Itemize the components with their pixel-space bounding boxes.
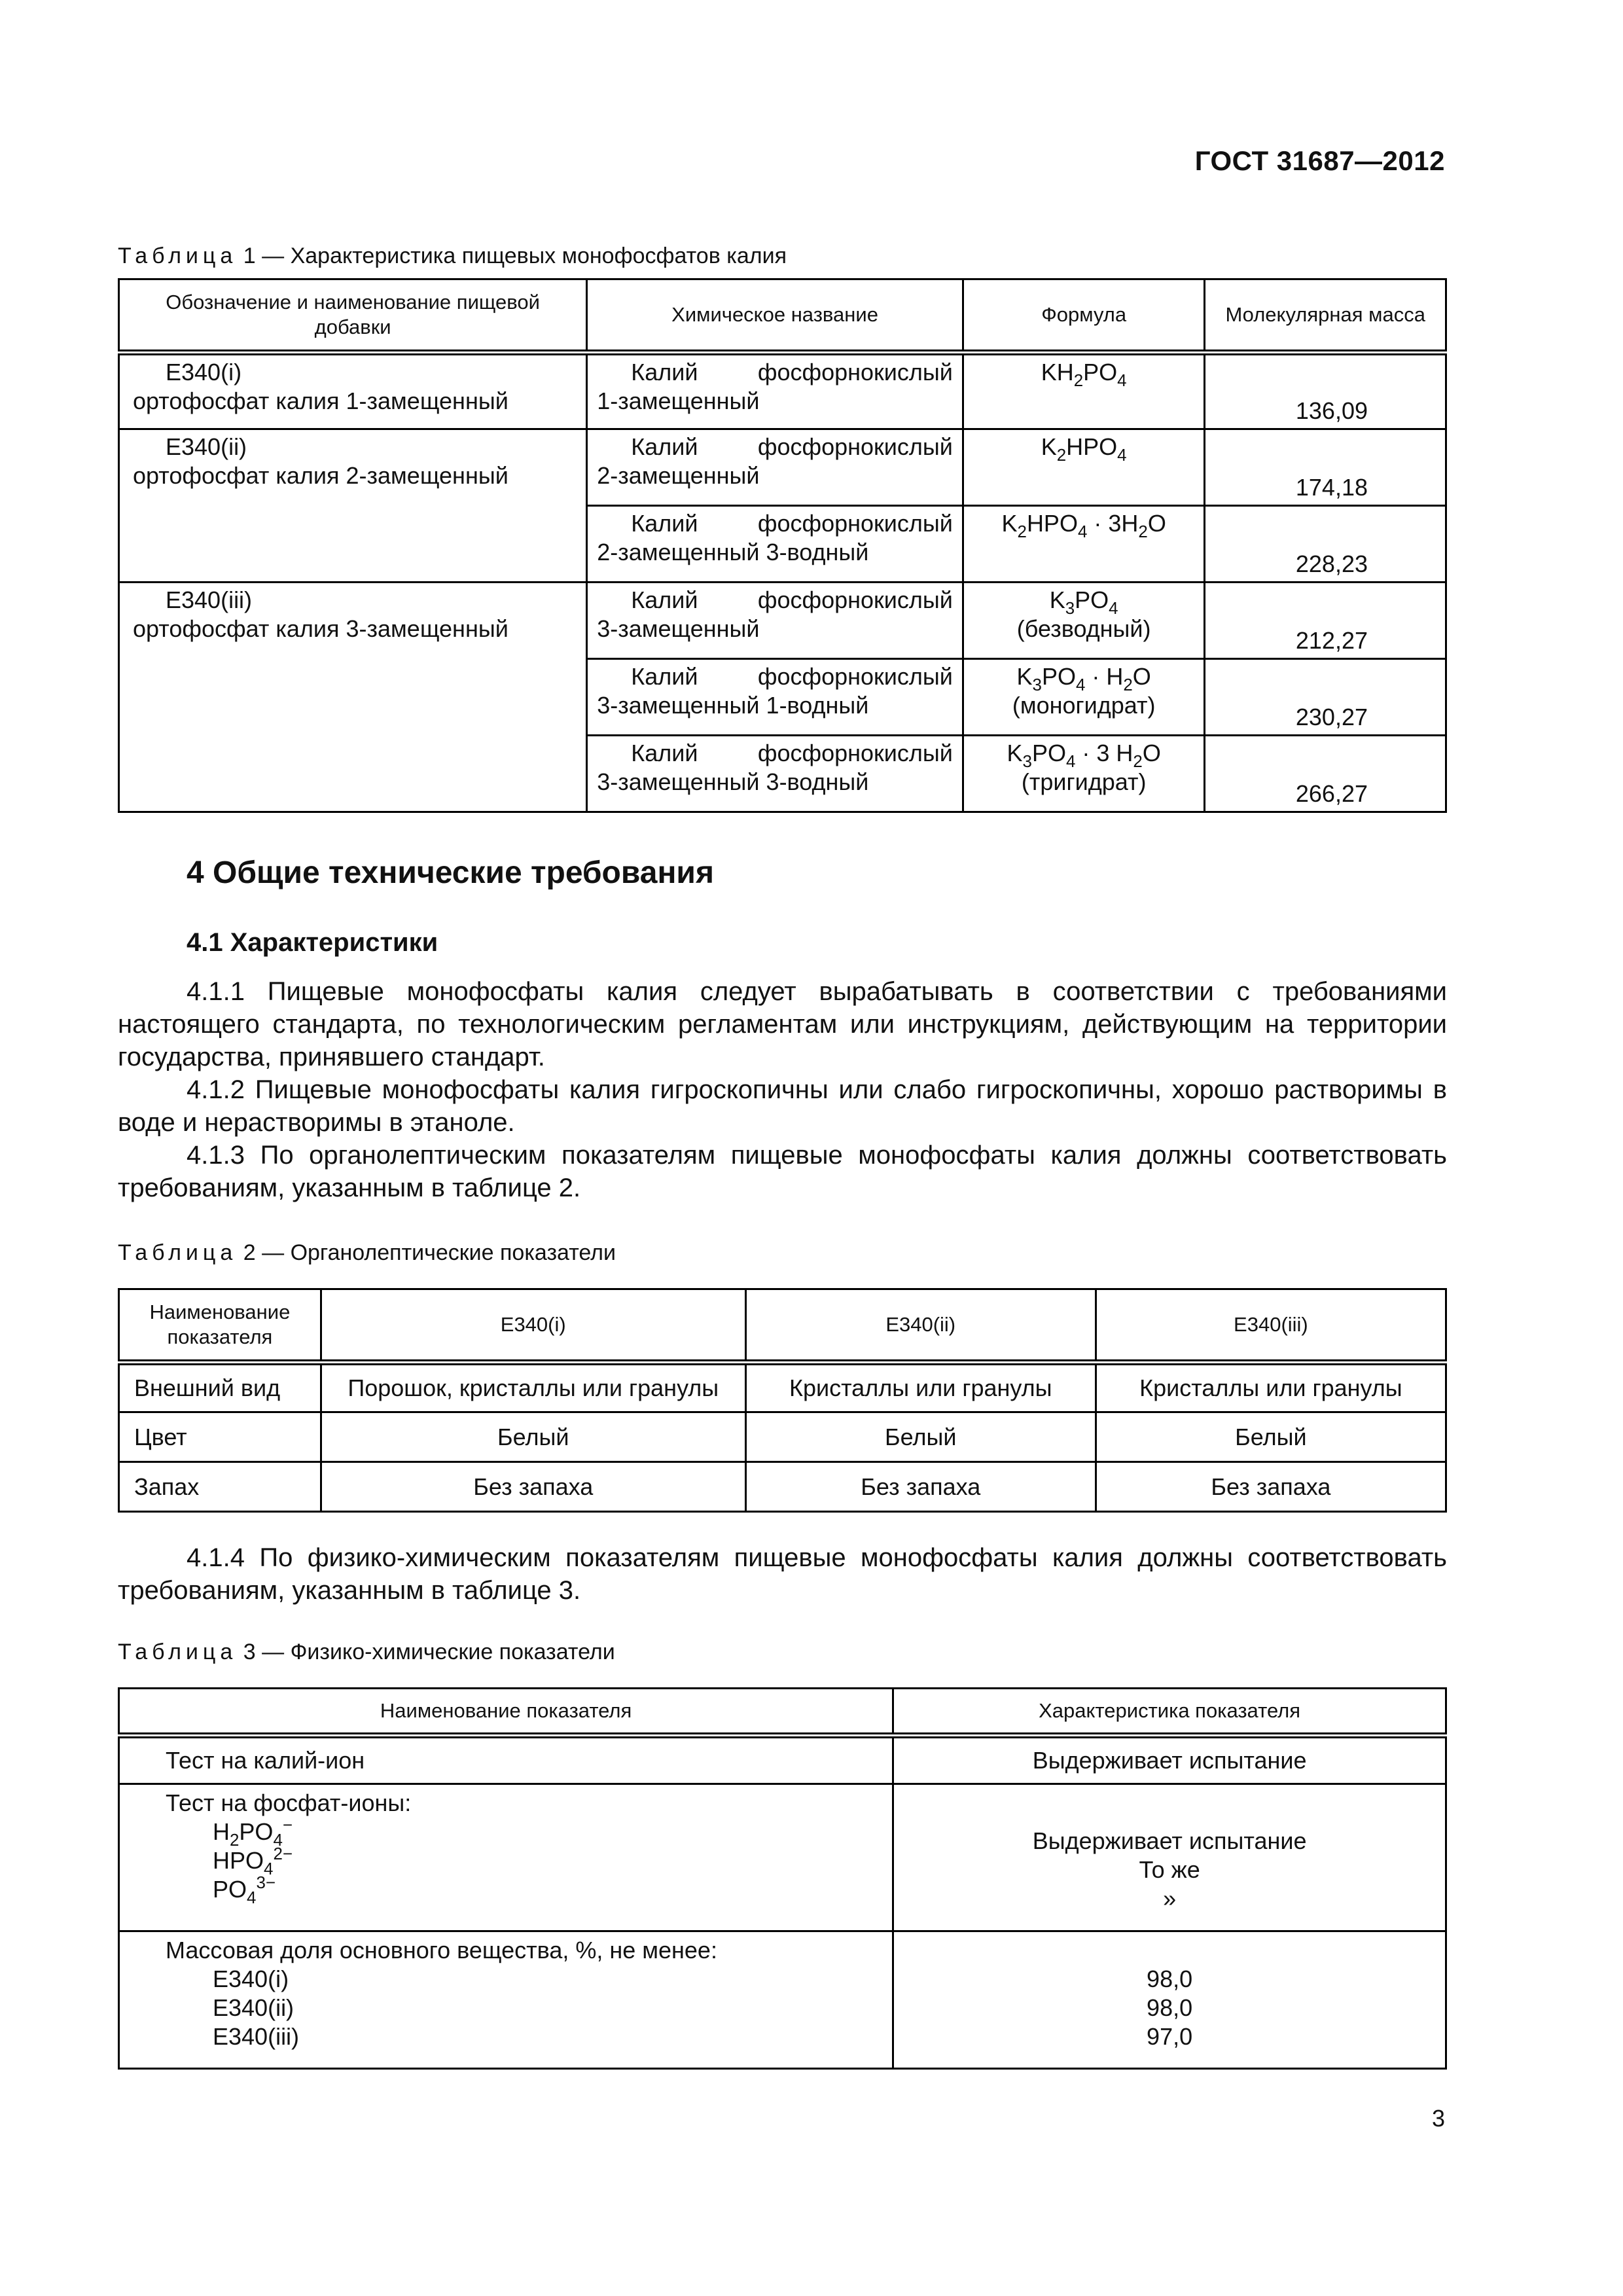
table-row	[119, 1462, 1446, 1512]
paragraph-4-1-3: 4.1.3 По органолептическим показателям пищевые монофосфаты калия должны соответствовать требованиям, указанным в таблице 2.	[118, 1141, 1447, 1202]
chem-word: фосфорнокислый	[757, 510, 953, 537]
table-row	[119, 1931, 1446, 2069]
additive-name: ортофосфат калия 1-замещенный	[133, 387, 508, 414]
table-cell: Белый	[745, 1412, 1096, 1462]
ion-hydrogen-phosphate: $HPO_4^{2-}$	[213, 1844, 293, 1879]
additive-cell	[119, 583, 587, 812]
chem-name-cell	[587, 583, 963, 659]
ion-dihydrogen-phosphate: $H_2PO_4^-$	[213, 1816, 293, 1850]
chem-word: Калий	[631, 663, 698, 690]
indicator-name: Внешний вид	[119, 1363, 321, 1412]
chem-word: Калий	[631, 740, 698, 766]
paragraph-4-1-1: 4.1.1 Пищевые монофосфаты калия следует вырабатывать в соответствии с требованиями настоящего стандарта, по технологическим регламентам или инструкциям, действующим на территории государства, принявшего стандарт.	[118, 977, 1447, 1071]
chem-line: 3-замещенный 1-водный	[597, 692, 869, 719]
indicator-name: Запах	[119, 1462, 321, 1512]
ion-phosphate: $PO_4^{3-}$	[213, 1873, 276, 1908]
table-cell: Порошок, кристаллы или гранулы	[321, 1363, 745, 1412]
table2-col-e340ii: Е340(ii)	[745, 1289, 1096, 1363]
formula: $K_3PO_4$	[1049, 586, 1118, 619]
table3-caption-text: 3 — Физико-химические показатели	[243, 1640, 615, 1664]
indicator-value-line: 98,0	[1147, 1965, 1193, 1992]
indicator-value: Выдерживает испытание	[893, 1736, 1446, 1784]
formula-note: (моногидрат)	[1012, 692, 1156, 719]
indicator-name	[119, 1784, 893, 1931]
chem-line: 2-замещенный	[597, 462, 760, 489]
indicator-value	[893, 1784, 1446, 1931]
formula: $K_3PO_4 \cdot H_2O$	[1016, 663, 1151, 695]
chem-word: Калий	[631, 510, 698, 537]
table2-organoleptic	[118, 1288, 1447, 1513]
page-number: 3	[1431, 2105, 1445, 2132]
table-cell: Без запаха	[745, 1462, 1096, 1512]
chem-word: фосфорнокислый	[757, 740, 953, 766]
additive-code: Е340(i)	[213, 1965, 289, 1992]
table1-col-designation: Обозначение и наименование пищевой добавки	[119, 279, 587, 353]
chem-line: 3-замещенный	[597, 615, 760, 642]
chem-name-cell	[587, 736, 963, 812]
additive-cell	[119, 429, 587, 583]
chem-word: фосфорнокислый	[757, 663, 953, 690]
mass-cell: 212,27	[1205, 583, 1446, 659]
formula: $K_3PO_4 \cdot 3$ $H_2O$	[1007, 740, 1161, 772]
formula-cell	[963, 353, 1205, 429]
additive-cell	[119, 353, 587, 429]
formula-cell	[963, 506, 1205, 583]
formula-cell	[963, 736, 1205, 812]
formula-cell	[963, 659, 1205, 736]
additive-name: ортофосфат калия 2-замещенный	[133, 462, 508, 489]
mass-cell: 230,27	[1205, 659, 1446, 736]
table-cell: Кристаллы или гранулы	[1096, 1363, 1446, 1412]
additive-code: Е340(ii)	[166, 433, 247, 460]
mass-cell: 136,09	[1205, 353, 1446, 429]
table-row	[119, 1736, 1446, 1784]
table-cell: Без запаха	[321, 1462, 745, 1512]
section-title: 4 Общие технические требования	[187, 855, 714, 890]
table1-col-chem-name: Химическое название	[587, 279, 963, 353]
table1-caption	[118, 243, 787, 269]
table1-monophosphates	[118, 278, 1447, 813]
table2-col-indicator: Наименование показателя	[119, 1289, 321, 1363]
chem-name-cell	[587, 506, 963, 583]
indicator-value-line: То же	[1139, 1856, 1200, 1883]
chem-name-cell	[587, 353, 963, 429]
table-row	[119, 583, 1446, 659]
chem-word: Калий	[631, 433, 698, 460]
table2-col-e340iii: Е340(iii)	[1096, 1289, 1446, 1363]
table2-caption-text: 2 — Органолептические показатели	[243, 1240, 616, 1265]
table1-col-formula: Формула	[963, 279, 1205, 353]
table-cell: Белый	[1096, 1412, 1446, 1462]
formula: $K_2HPO_4 \cdot 3H_2O$	[1001, 510, 1166, 542]
mass-cell: 228,23	[1205, 506, 1446, 583]
formula: $KH_2PO_4$	[1041, 359, 1127, 391]
table1-caption-word: Таблица	[118, 243, 238, 268]
indicator-label: Массовая доля основного вещества, %, не менее:	[166, 1937, 717, 1964]
additive-code: Е340(i)	[166, 359, 242, 386]
table3-caption	[118, 1640, 615, 1665]
chem-word: Калий	[631, 586, 698, 613]
chem-name-cell	[587, 429, 963, 506]
table2-caption-word: Таблица	[118, 1240, 238, 1265]
chem-line: 3-замещенный 3-водный	[597, 768, 869, 795]
table-cell: Без запаха	[1096, 1462, 1446, 1512]
table-row	[119, 1412, 1446, 1462]
table1-col-mass: Молекулярная масса	[1205, 279, 1446, 353]
chem-name-cell	[587, 659, 963, 736]
additive-code: Е340(ii)	[213, 1994, 294, 2021]
indicator-label: Тест на фосфат-ионы:	[166, 1789, 412, 1816]
table-cell: Кристаллы или гранулы	[745, 1363, 1096, 1412]
indicator-value-line: Выдерживает испытание	[1032, 1827, 1307, 1854]
chem-word: Калий	[631, 359, 698, 386]
formula-cell	[963, 583, 1205, 659]
chem-line: 2-замещенный 3-водный	[597, 539, 869, 565]
formula-note: (тригидрат)	[1021, 768, 1147, 795]
table-row	[119, 1784, 1446, 1931]
formula: $K_2HPO_4$	[1041, 433, 1127, 465]
table2-col-e340i: Е340(i)	[321, 1289, 745, 1363]
additive-name: ортофосфат калия 3-замещенный	[133, 615, 508, 642]
indicator-name: Цвет	[119, 1412, 321, 1462]
indicator-value-line: 97,0	[1147, 2023, 1193, 2050]
table2-caption	[118, 1240, 616, 1266]
formula-cell	[963, 429, 1205, 506]
table-cell: Белый	[321, 1412, 745, 1462]
additive-code: Е340(iii)	[166, 586, 253, 613]
document-code: ГОСТ 31687—2012	[1194, 145, 1445, 176]
table-row	[119, 429, 1446, 506]
table-row	[119, 1363, 1446, 1412]
table1-caption-text: 1 — Характеристика пищевых монофосфатов калия	[243, 243, 787, 268]
table-row	[119, 353, 1446, 429]
mass-cell: 174,18	[1205, 429, 1446, 506]
indicator-value-line: »	[1163, 1885, 1177, 1912]
table3-col-characteristic: Характеристика показателя	[893, 1689, 1446, 1736]
chem-word: фосфорнокислый	[757, 359, 953, 386]
mass-cell: 266,27	[1205, 736, 1446, 812]
table3-caption-word: Таблица	[118, 1640, 238, 1664]
subsection-title: 4.1 Характеристики	[187, 928, 438, 957]
additive-code: Е340(iii)	[213, 2023, 300, 2050]
table3-col-indicator: Наименование показателя	[119, 1689, 893, 1736]
indicator-value-line: 98,0	[1147, 1994, 1193, 2021]
indicator-name: Тест на калий-ион	[119, 1736, 893, 1784]
paragraph-4-1-4: 4.1.4 По физико-химическим показателям пищевые монофосфаты калия должны соответствовать требованиям, указанным в таблице 3.	[118, 1543, 1447, 1605]
indicator-value	[893, 1931, 1446, 2069]
chem-line: 1-замещенный	[597, 387, 760, 414]
chem-word: фосфорнокислый	[757, 433, 953, 460]
formula-note: (безводный)	[1016, 615, 1151, 642]
chem-word: фосфорнокислый	[757, 586, 953, 613]
paragraph-4-1-2: 4.1.2 Пищевые монофосфаты калия гигроскопичны или слабо гигроскопичны, хорошо растворимы в воде и нерастворимы в этаноле.	[118, 1075, 1447, 1137]
indicator-name	[119, 1931, 893, 2069]
table3-physchem	[118, 1687, 1447, 2070]
